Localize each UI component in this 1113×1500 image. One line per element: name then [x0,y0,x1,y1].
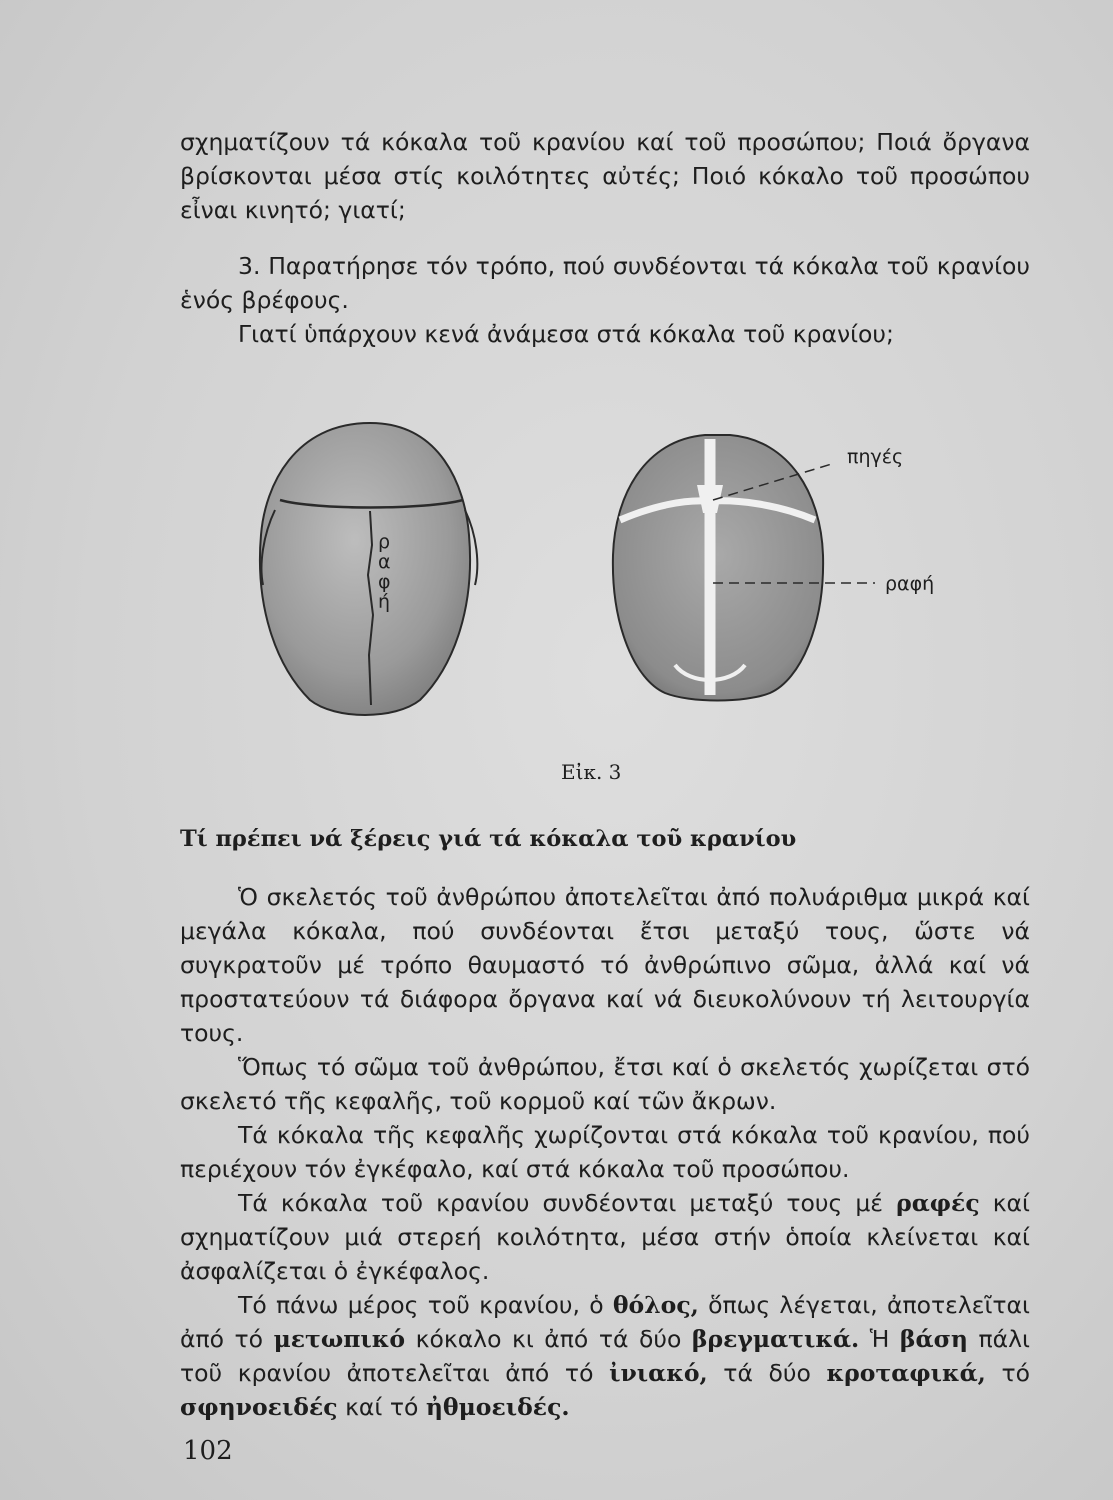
fontanelles-label: πηγές [847,446,904,468]
right-skull [613,435,823,701]
question-continuation: σχηματίζουν τά κόκαλα τοῦ κρανίου καί τοῦ προσώπου; Ποιά ὄργανα βρίσκονται μέσα στίς κοιλότητες αὐτές; Ποιό κόκαλο τοῦ προσώπου εἶναι κινητό; γιατί; [180,128,1030,224]
term-sfinoeides: σφηνοειδές [180,1393,338,1421]
term-metopiko: μετωπικό [273,1325,406,1353]
right-suture-label: ραφή [885,573,935,595]
question-3: 3. Παρατήρησε τόν τρόπο, πού συνδέονται τά κόκαλα τοῦ κρανίου ἑνός βρέφους. [180,252,1030,314]
skull-illustrations [235,415,975,795]
section-heading: Τί πρέπει νά ξέρεις γιά τά κόκαλα τοῦ κρανίου [180,826,797,852]
term-iniako: ἰνιακό, [609,1359,708,1387]
left-suture-label: ρ α φ ή [378,531,391,613]
question-3-followup: Γιατί ὑπάρχουν κενά ἀνάμεσα στά κόκαλα τοῦ κρανίου; [238,320,894,348]
intro-questions [180,125,1030,351]
term-raphes: ραφές [896,1189,980,1217]
paragraph-4: Τά κόκαλα τοῦ κρανίου συνδέονται μεταξύ τους μέ ραφές καί σχηματίζουν μιά στερεή κοιλότητα, μέσα στήν ὁποία κλείνεται καί ἀσφαλίζεται ὁ ἐγκέφαλος. [180,1189,1030,1285]
bleed-through-handwriting [418,39,442,110]
term-ithmoeides: ἠθμοειδές. [425,1393,570,1421]
body-text [180,880,1030,1424]
figure-caption: Εἰκ. 3 [561,760,622,784]
paragraph-1: Ὁ σκελετός τοῦ ἀνθρώπου ἀποτελεῖται ἀπό πολυάριθμα μικρά καί μεγάλα κόκαλα, πού συνδέονται ἔτσι μεταξύ τους, ὥστε νά συγκρατοῦν μέ τρόπο θαυμαστό τό ἀνθρώπινο σῶμα, ἀλλά καί νά προστατεύουν τά διάφορα ὄργανα καί νά διευκολύνουν τή λειτουργία τους. [180,883,1030,1047]
term-krotafika: κροταφικά, [826,1359,986,1387]
term-vasi: βάση [899,1325,968,1353]
page-number: 102 [183,1436,233,1466]
term-tholos: θόλος, [612,1291,699,1319]
paragraph-3: Τά κόκαλα τῆς κεφαλῆς χωρίζονται στά κόκαλα τοῦ κρανίου, πού περιέχουν τόν ἐγκέφαλο, καί στά κόκαλα τοῦ προσώπου. [180,1121,1030,1183]
paragraph-2: Ὅπως τό σῶμα τοῦ ἀνθρώπου, ἔτσι καί ὁ σκελετός χωρίζεται στό σκελετό τῆς κεφαλῆς, τοῦ κορμοῦ καί τῶν ἄκρων. [180,1053,1030,1115]
term-bregmatika: βρεγματικά. [691,1325,860,1353]
paragraph-5: Τό πάνω μέρος τοῦ κρανίου, ὁ θόλος, ὅπως λέγεται, ἀποτελεῖται ἀπό τό μετωπικό κόκαλο κι ἀπό τά δύο βρεγματικά. Ἡ βάση πάλι τοῦ κρανίου ἀποτελεῖται ἀπό τό ἰνιακό, τά δύο κροταφικά, τό σφηνοειδές καί τό ἠθμοειδές. [180,1291,1031,1421]
left-skull [260,423,477,715]
figure-infant-skulls [235,415,975,795]
